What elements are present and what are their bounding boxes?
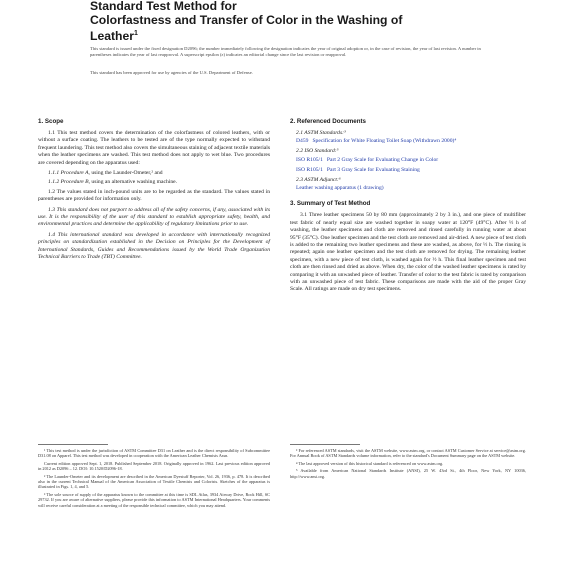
ref-title: Part 2 Gray Scale for Evaluating Change in Color [326, 156, 439, 163]
summary-heading: 3. Summary of Test Method [290, 200, 371, 208]
iso-standard-label: 2.2 ISO Standard:⁵ [296, 148, 339, 155]
title-line-3-text: Leather [90, 29, 135, 44]
section-1-1-1-label: 1.1.1 Procedure A, [48, 170, 90, 177]
footnotes-right [290, 448, 526, 481]
title-line-3 [90, 27, 510, 44]
ref-item-iso-part2[interactable] [296, 156, 526, 164]
footnote: ³ The sole source of supply of the apparatus known to the committee at this time is SDL Atlas, 3934 Airway Drive, Rock Hill, SC 29732. If you are aware of alternative suppliers, please provide this information to ASTM International Headquarters. Your comments will receive careful consideration at a meeting of the responsible technical committee, which you may attend. [38, 491, 270, 508]
section-1-1-2 [48, 179, 270, 186]
designation-notice: This standard is issued under the fixed designation D2096; the number immediately following the designation indicates the year of original adoption or, in the case of revision, the year of last revision. A number in parentheses indicates the year of last reapproval. A superscript epsilon (ε) indicates an editorial change since the last revision or reapproval. [90, 46, 481, 57]
right-column [290, 118, 526, 297]
section-1-4: 1.4 This international standard was developed in accordance with internationally recognized principles on standardization established in the Decision on Principles for the Development of International Standards, Guides and Recommendations issued by the World Trade Organization Technical Barriers to Trade (TBT) Committee. [38, 231, 270, 261]
ref-code: ISO R105/1 [296, 166, 323, 173]
section-1-1: 1.1 This test method covers the determination of the colorfastness of colored leathers, with or without a surface coating. The leathers to be tested are of the type normally expected to withstand frequent laundering. This test method also covers the simultaneous staining of adjacent textile materials when the leather specimens are washed. This test method does not apply to wet blue. Two procedures are covered depending on the apparatus used: [38, 130, 270, 166]
ref-title: Specification for White Floating Toilet Soap (Withdrawn 2000)⁴ [312, 138, 457, 145]
referenced-documents-heading: 2. Referenced Documents [290, 118, 366, 125]
ref-item-adjunct[interactable] [296, 185, 526, 192]
astm-standards-label: 2.1 ASTM Standards:³ [296, 130, 346, 136]
ref-title: Part 3 Gray Scale for Evaluating Staining [326, 166, 420, 173]
ref-code: ISO R105/1 [296, 156, 323, 163]
document-title [90, 0, 510, 44]
scope-heading: 1. Scope [38, 118, 64, 125]
title-footnote-mark: 1 [134, 30, 138, 37]
section-3-1: 3.1 Three leather specimens 50 by 80 mm (approximately 2 by 3 in.), and one piece of multifiber test fabric of nearly equal size are washed together in soapy water at 120°F (49°C). After ½ h of washing, the leather specimens and cloth are removed and rinsed carefully in running water at about 95°F (35°C). One leather specimen and the test cloth are removed and air-dried. A new piece of test cloth is added to the remaining two leather specimens and these are washed, as above, for ½ h. The rinsing is repeated; again one leather specimen and the test cloth are removed for drying. The remaining leather specimen, with a new piece of test cloth, is washed again for ½ h. This final leather specimen and test cloth are then rinsed and dried as above. When dry, the color of the washed leather specimens is rated by comparing it with an unwashed piece of leather. Transfer of color to the test fabric is rated by comparison with an unwashed piece of test fabric. These comparisons are made with the aid of the proper Gray Scale. All ratings are made on dry test specimens. [290, 212, 526, 293]
footnote: ³ For referenced ASTM standards, visit the ASTM website, www.astm.org, or contact ASTM Customer Service at service@astm.org. For Annual Book of ASTM Standards volume information, refer to the standard's Document Summary page on the ASTM website. [290, 448, 526, 459]
section-1-1-2-text: using an alternative washing machine. [91, 179, 177, 186]
section-1-2: 1.2 The values stated in inch-pound units are to be regarded as the standard. The values stated in parentheses are provided for information only. [38, 188, 270, 203]
ref-item-iso-part3[interactable] [296, 166, 526, 174]
footnote: ⁴ The last approved version of this historical standard is referenced on www.astm.org. [296, 460, 444, 466]
title-line-1: Standard Test Method for [90, 0, 237, 13]
footnote: Current edition approved Sept. 1, 2018. Published September 2018. Originally approved in 1962. Last previous edition approved in 2012 as D2096 – 12. DOI: 10.1520/D2096-18. [38, 460, 270, 472]
section-1-1-1 [48, 170, 270, 177]
section-1-1-1-text: using the Launder-Ometer,² and [91, 170, 163, 177]
ref-item-d459[interactable] [296, 138, 526, 145]
astm-adjunct-label: 2.3 ASTM Adjunct:⁶ [296, 177, 341, 184]
defense-approval-notice: This standard has been approved for use by agencies of the U.S. Department of Defense. [90, 70, 253, 75]
footnote-divider-right [290, 444, 360, 445]
ref-code: D459 [296, 138, 309, 145]
footnote: ² The Launder-Ometer and its development are described in the American Dyestuff Reporter, Vol. 26, 1936, p. 478. It is described also in the current Technical Manual of the American Association of Textile Chemists and Colorists. Sketches of the apparatus is illustrated in Figs. 1, 4, and 5. [38, 473, 270, 490]
footnote: ¹ This test method is under the jurisdiction of ASTM Committee D31 on Leather and is the direct responsibility of Subcommittee D31.08 on Apparel. This test method was developed in cooperation with the American Leather Chemists Assn. [38, 448, 270, 459]
ref-title: Leather washing apparatus (1 drawing) [296, 185, 384, 192]
footnote: ⁵ Available from American National Standards Institute (ANSI), 25 W. 43rd St., 4th Floor, New York, NY 10036, http://www.ansi.org. [290, 468, 526, 479]
section-1-1-2-label: 1.1.2 Procedure B, [48, 179, 90, 186]
title-line-2: Colorfastness and Transfer of Color in the Washing of [90, 12, 403, 27]
footnote-divider-left [38, 444, 108, 445]
section-1-3: 1.3 This standard does not purport to address all of the safety concerns, if any, associated with its use. It is the responsibility of the user of this standard to establish appropriate safety, health, and environmental practices and determine the applicability of regulatory limitations prior to use. [38, 206, 270, 228]
left-column [38, 118, 270, 265]
footnotes-left [38, 448, 270, 510]
